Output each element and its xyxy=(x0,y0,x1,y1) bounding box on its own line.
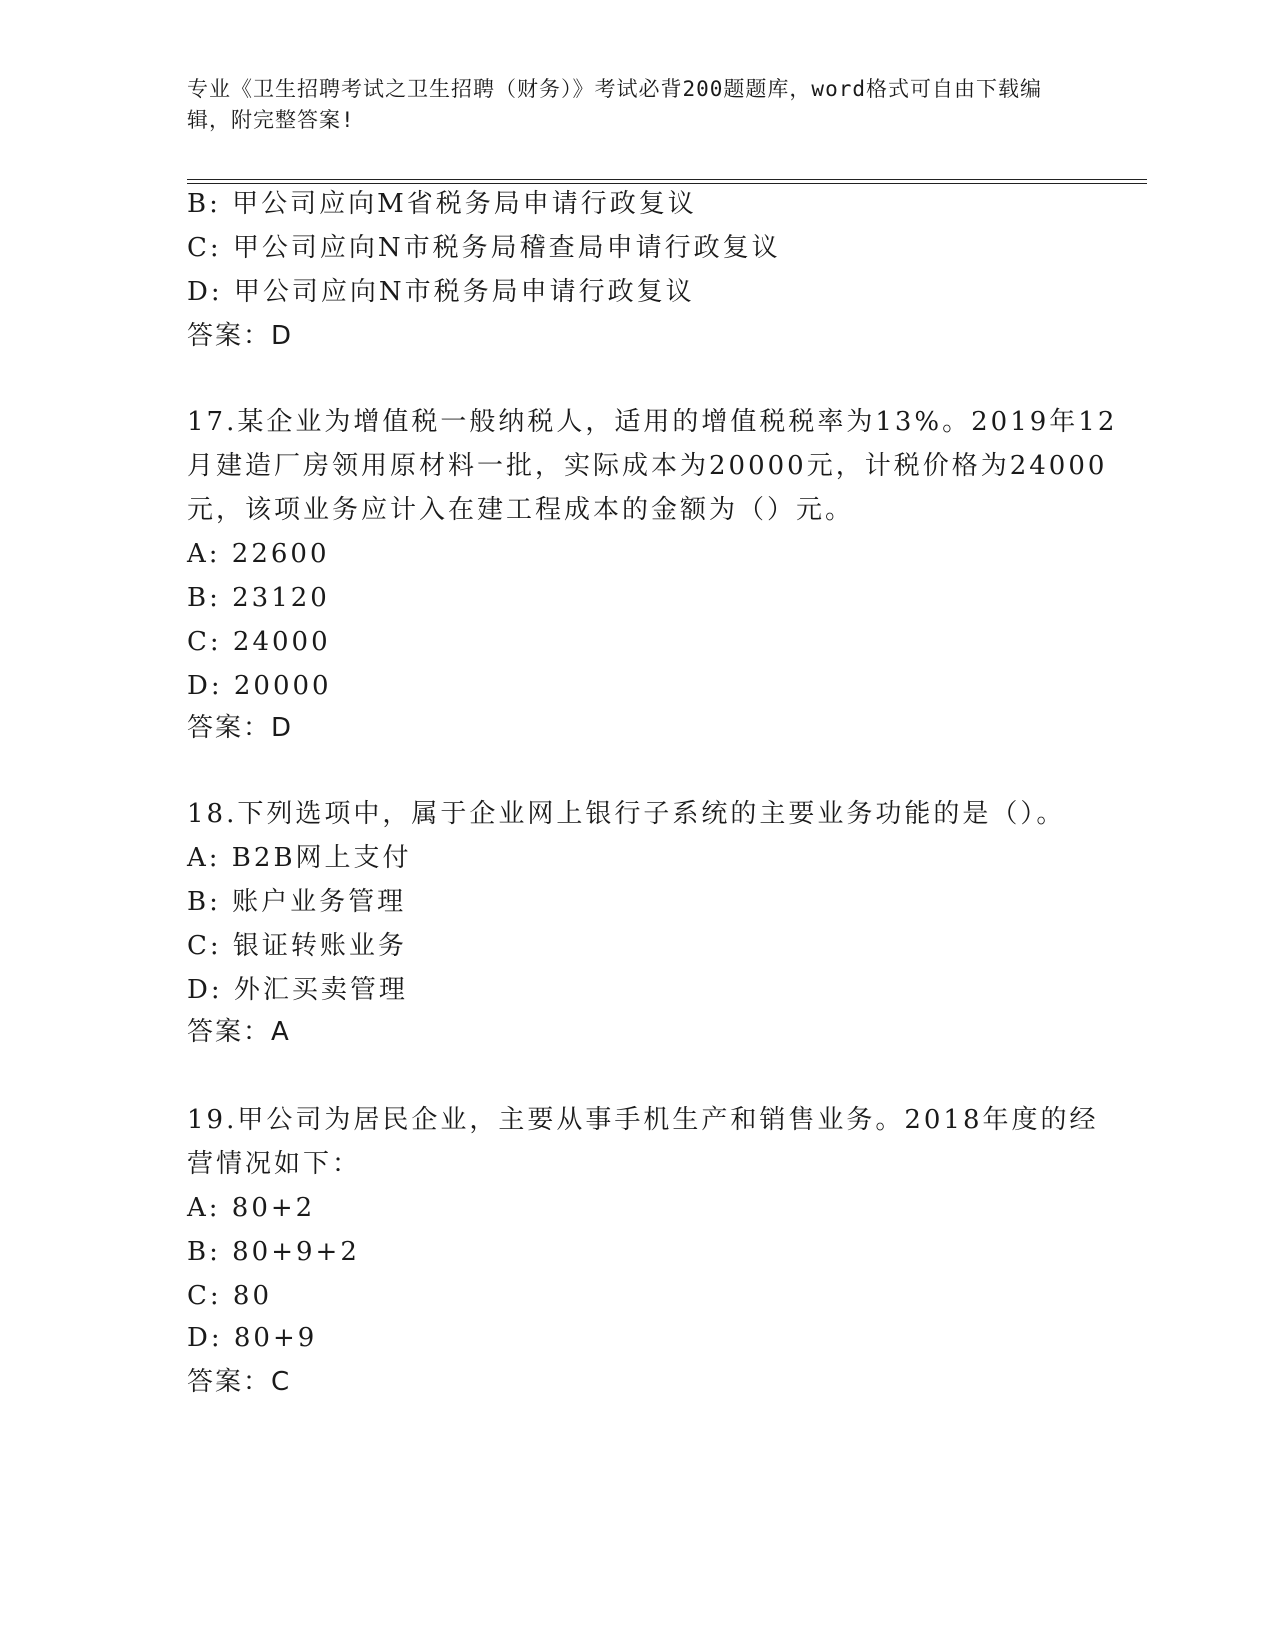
q17-stem-line-2: 月建造厂房领用原材料一批，实际成本为20000元，计税价格为24000 xyxy=(187,451,1108,481)
q19-option-d: D: 80+9 xyxy=(187,1323,318,1353)
q17-option-a: A: 22600 xyxy=(187,539,330,569)
q18-option-c: C: 银证转账业务 xyxy=(187,931,407,961)
q19-stem-line-1: 19.甲公司为居民企业，主要从事手机生产和销售业务。2018年度的经 xyxy=(187,1105,1099,1135)
q19-option-b: B: 80+9+2 xyxy=(187,1237,360,1267)
q18-option-b: B: 账户业务管理 xyxy=(187,887,407,917)
q19-option-c: C: 80 xyxy=(187,1281,273,1311)
header-rule-top xyxy=(187,179,1147,180)
q17-option-d: D: 20000 xyxy=(187,671,332,701)
header-rule-bottom xyxy=(187,183,1147,184)
q17-answer: 答案：D xyxy=(187,713,294,743)
q17-option-c: C: 24000 xyxy=(187,627,331,657)
q18-answer: 答案：A xyxy=(187,1017,291,1047)
q17-option-b: B: 23120 xyxy=(187,583,330,613)
q17-stem-line-1: 17.某企业为增值税一般纳税人，适用的增值税税率为13%。2019年12 xyxy=(187,407,1118,437)
q18-option-d: D: 外汇买卖管理 xyxy=(187,975,408,1005)
q19-answer: 答案：C xyxy=(187,1367,292,1397)
q16-option-c: C: 甲公司应向N市税务局稽查局申请行政复议 xyxy=(187,233,781,263)
q17-stem-line-3: 元，该项业务应计入在建工程成本的金额为（）元。 xyxy=(187,495,855,525)
q19-stem-line-2: 营情况如下： xyxy=(187,1149,362,1179)
q16-option-d: D: 甲公司应向N市税务局申请行政复议 xyxy=(187,277,695,307)
q16-option-b: B: 甲公司应向M省税务局申请行政复议 xyxy=(187,189,697,219)
page-header: 专业《卫生招聘考试之卫生招聘（财务）》考试必背200题题库，word格式可自由下载编辑，附完整答案! xyxy=(187,77,1042,132)
q19-option-a: A: 80+2 xyxy=(187,1193,316,1223)
q18-stem-line-1: 18.下列选项中，属于企业网上银行子系统的主要业务功能的是（）。 xyxy=(187,799,1066,829)
q16-answer: 答案：D xyxy=(187,321,294,351)
q18-option-a: A: B2B网上支付 xyxy=(187,843,412,873)
